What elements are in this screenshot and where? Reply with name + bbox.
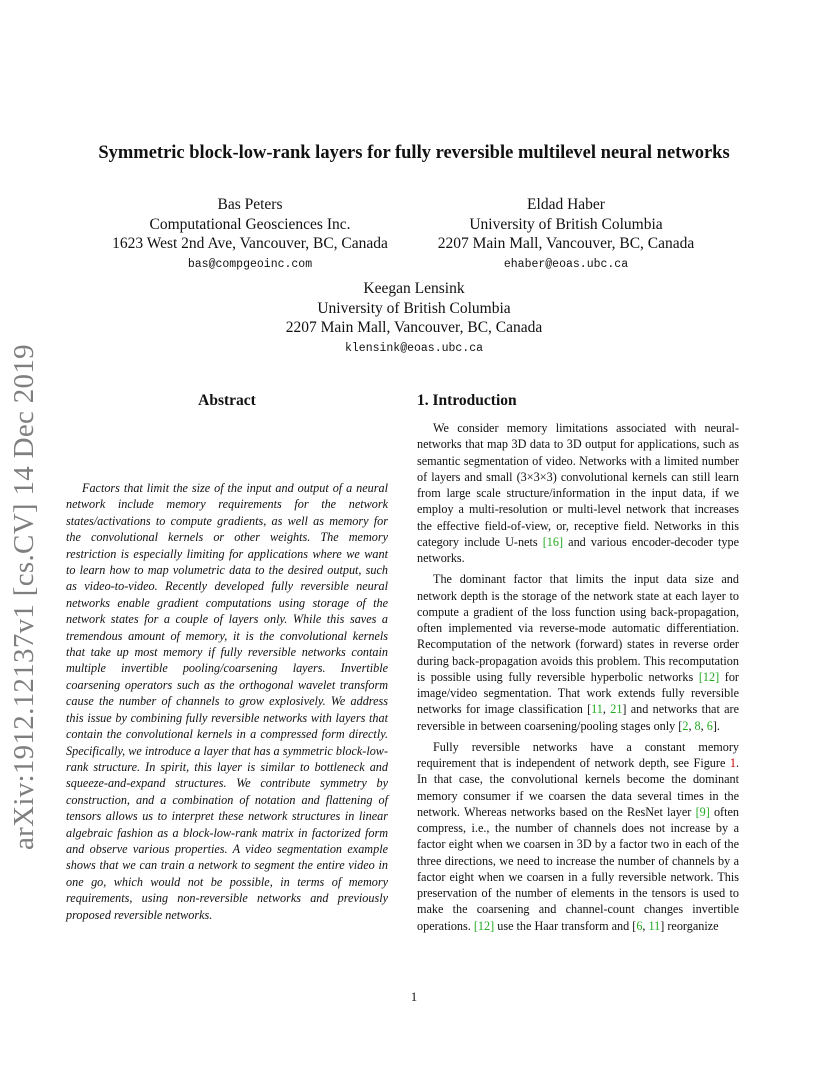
arxiv-stamp: arXiv:1912.12137v1 [cs.CV] 14 Dec 2019 [8, 344, 40, 850]
intro-paragraph-2: The dominant factor that limits the input data size and network depth is the storage of the network state at each layer to compute a gradient of the loss function using back-propagation, often implemented via reverse-mode automatic differentiation. Recomputation of the network (forward) states in reverse order during back-propagation avoids this problem. This recomputation is possible using fully reversible hyperbolic networks [12] for image/video segmentation. That work extends fully reversible networks for image classification [11, 21] and networks that are reversible in between coarsening/pooling stages only [2, 8, 6]. [417, 572, 739, 733]
citation-link[interactable]: 11 [591, 702, 603, 717]
intro-paragraph-3: Fully reversible networks have a constant memory requirement that is independent of network depth, see Figure 1. In that case, the convolutional kernels become the dominant memory consumer if we coarsen the data several times in the network. Whereas networks based on the ResNet layer [9] often compress, i.e., the number of channels does not increase by a factor eight when we coarsen in 3D by a factor two in each of the three directions, we need to increase the number of channels by a factor eight when we coarsen in a fully reversible network. This preservation of the number of elements in the tensors is used to make the coarsening and channel-count changes invertible operations. [12] use the Haar transform and [6, 11] reorganize [417, 739, 739, 933]
author-name: Eldad Haber [527, 196, 605, 213]
citation-link[interactable]: [12] [473, 918, 495, 933]
author-block-3 [250, 279, 578, 357]
author-affiliation: University of British Columbia [469, 215, 663, 233]
citation-link[interactable]: 2 [682, 718, 689, 733]
author-email[interactable]: bas@compgeoinc.com [187, 257, 313, 271]
author-name: Keegan Lensink [363, 280, 465, 297]
author-block-2 [410, 195, 722, 273]
citation-link[interactable]: 11 [648, 918, 661, 933]
page-number: 1 [410, 990, 418, 1004]
intro-paragraph-1: We consider memory limitations associated with neural-networks that map 3D data to 3D output for applications, such as semantic segmentation of video. Networks with a limited number of layers and small (3×3×3) convolutional kernels can still learn from large scale structure/information in the input data, if we employ a multi-resolution or multi-level network that increases the effective field-of-view, or, receptive field. Networks in this category include U-nets [16] and various encoder-decoder type networks. [417, 421, 739, 565]
citation-link[interactable]: [16] [542, 534, 564, 549]
citation-link[interactable]: [9] [695, 804, 710, 819]
paper-title: Symmetric block-low-rank layers for fully reversible multilevel neural networks [98, 143, 730, 163]
author-name: Bas Peters [217, 196, 283, 213]
introduction-heading: 1. Introduction [417, 392, 517, 409]
author-address: 2207 Main Mall, Vancouver, BC, Canada [285, 319, 543, 336]
introduction-body [417, 420, 739, 939]
author-address: 2207 Main Mall, Vancouver, BC, Canada [437, 235, 695, 252]
author-affiliation: Computational Geosciences Inc. [149, 215, 351, 233]
citation-link[interactable]: 8 [694, 718, 701, 733]
figure-link[interactable]: 1 [729, 756, 736, 770]
citation-link[interactable]: 6 [636, 918, 643, 933]
author-email[interactable]: ehaber@eoas.ubc.ca [503, 257, 629, 271]
citation-link[interactable]: 6 [706, 718, 713, 733]
author-block-1 [90, 195, 410, 273]
author-affiliation: University of British Columbia [317, 299, 511, 317]
author-address: 1623 West 2nd Ave, Vancouver, BC, Canada [112, 235, 388, 252]
abstract-body: Factors that limit the size of the input and output of a neural network include memory requirements for the network states/activations to compute gradients, as well as memory for the convolutional kernels or other weights. The memory restriction is especially limiting for applications where we want to learn how to map volumetric data to the desired output, such as video-to-video. Recently developed fully reversible neural networks enable gradient computations using storage of the network states for a couple of layers only. While this saves a tremendous amount of memory, it is the convolutional kernels that take up most memory if fully reversible networks contain multiple invertible pooling/coarsening layers. Invertible coarsening operators such as the orthogonal wavelet transform cause the number of channels to grow explosively. We address this issue by combining fully reversible networks with layers that contain the convolutional kernels in a compressed form directly. Specifically, we introduce a layer that has a symmetric block-low-rank structure. In spirit, this layer is similar to bottleneck and squeeze-and-expand structures. We contribute symmetry by construction, and a combination of notation and flattening of tensors allows us to interpret these network structures in linear algebraic fashion as a block-low-rank matrix in factorized form and observe various properties. A video segmentation example shows that we can train a network to segment the entire video in one go, which would not be possible, in terms of memory requirements, using non-reversible networks and previously proposed reversible networks. [66, 481, 388, 922]
citation-link[interactable]: [12] [698, 669, 720, 684]
abstract-heading: Abstract [198, 392, 256, 409]
citation-link[interactable]: 21 [610, 702, 623, 717]
author-email[interactable]: klensink@eoas.ubc.ca [344, 341, 484, 355]
